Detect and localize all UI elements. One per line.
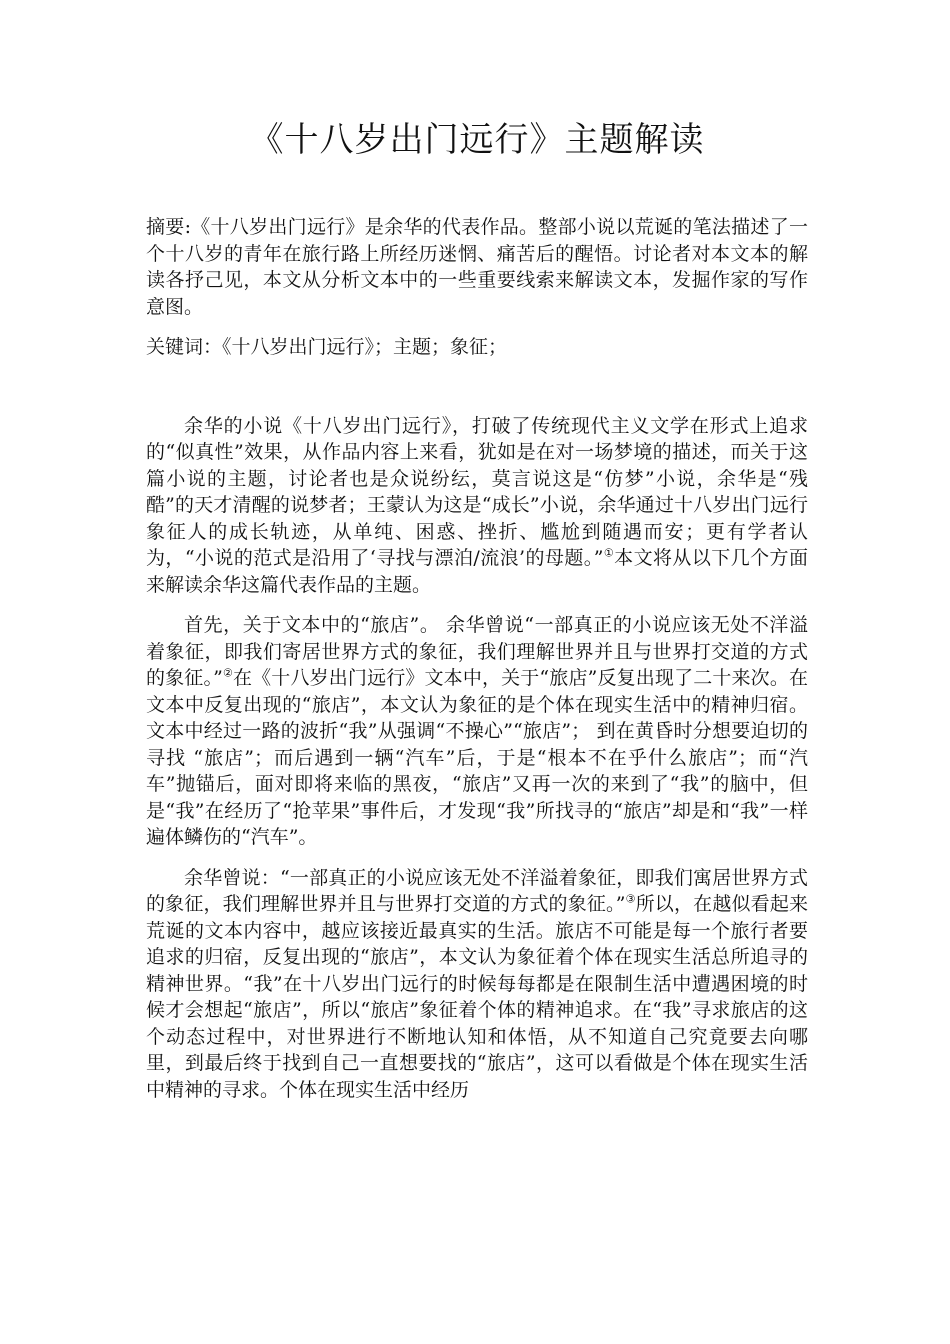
document-title: 《十八岁出门远行》主题解读	[249, 120, 705, 160]
abstract-paragraph: 摘要:《十八岁出门远行》是余华的代表作品。整部小说以荒诞的笔法描述了一个十八岁的青年在旅行路上所经历迷惘、痛苦后的醒悟。讨论者对本文本的解读各抒己见，本文从分析文本中的一些重要线索来解读文本，发掘作家的写作意图。	[146, 216, 808, 318]
paragraph-text: 本文将从以下几个方面来解读余华这篇代表作品的主题。	[146, 547, 808, 596]
keywords-line: 关键词：《十八岁出门远行》；主题；象征；	[146, 336, 508, 358]
footnote-marker: ③	[625, 892, 636, 906]
body-paragraph-3	[146, 865, 808, 1104]
document-page	[146, 0, 808, 1117]
body-paragraph-1	[146, 413, 808, 599]
paragraph-text: 首先，关于文本中的“旅店”。 余华曾说“一部真正的小说应该无处不洋溢着象征，即我们寄居世界方式的象征，我们理解世界并且与世界打交道的方式的象征。”	[146, 614, 808, 689]
paragraph-text: 所以，在越似看起来荒诞的文本内容中，越应该接近最真实的生活。旅店不可能是每一个旅行者要追求的归宿，反复出现的“旅店”，本文认为象征着个体在现实生活总所追寻的精神世界。“我”在十八岁出门远行的时候每每都是在限制生活中遭遇困境的时候才会想起“旅店”，所以“旅店”象征着个体的精神追求。在“我”寻求旅店的这个动态过程中，对世界进行不断地认知和体悟，从不知道自己究竟要去向哪里，到最后终于找到自己一直想要找的“旅店”，这可以看做是个体在现实生活中精神的寻求。个体在现实生活中经历	[146, 893, 808, 1101]
paragraph-text: 余华的小说《十八岁出门远行》，打破了传统现代主义文学在形式上追求的“似真性”效果，从作品内容上来看，犹如是在对一场梦境的描述，而关于这篇小说的主题，讨论者也是众说纷纭，莫言说这是“仿梦”小说，余华是“残酷”的天才清醒的说梦者；王蒙认为这是“成长”小说，余华通过十八岁出门远行象征人的成长轨迹，从单纯、困惑、挫折、尴尬到随遇而安；更有学者认为，“小说的范式是沿用了‘寻找与漂泊/流浪’的母题。”	[146, 414, 808, 569]
footnote-marker: ①	[603, 546, 615, 560]
body-text	[146, 413, 808, 1104]
paragraph-text: 在《十八岁出门远行》文本中，关于“旅店”反复出现了二十来次。在文本中反复出现的“旅店”，本文认为象征的是个体在现实生活中的精神归宿。文本中经过一路的波折“我”从强调“不操心”“旅店”； 到在黄昏时分想要迫切的寻找 “旅店”；而后遇到一辆“汽车”后，于是“根本不在乎什么旅店”；而“汽车”抛锚后，面对即将来临的黑夜，“旅店”又再一次的来到了“我”的脑中，但是“我”在经历了“抢苹果”事件后，才发现“我”所找寻的“旅店”却是和“我”一样遍体鳞伤的“汽车”。	[146, 667, 808, 848]
footnote-marker: ②	[222, 666, 233, 680]
paragraph-text: 余华曾说：“一部真正的小说应该无处不洋溢着象征，即我们寓居世界方式的象征，我们理解世界并且与世界打交道的方式的象征。”	[146, 866, 808, 915]
body-paragraph-2	[146, 612, 808, 851]
